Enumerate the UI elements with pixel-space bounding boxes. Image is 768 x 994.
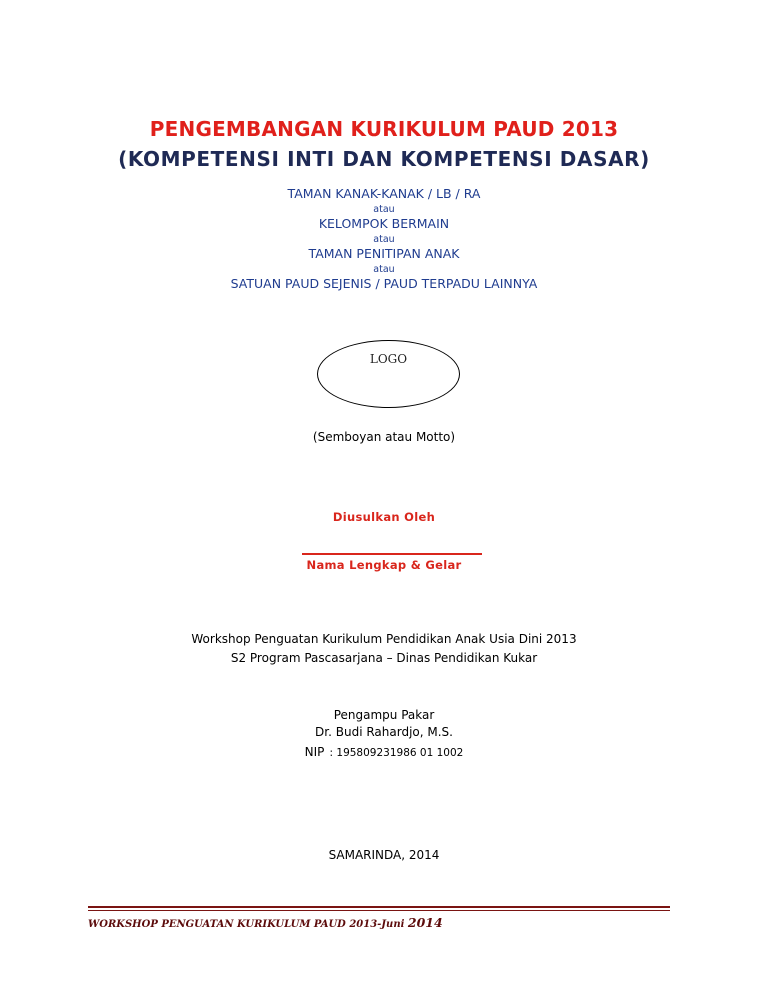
footer-text: WORKSHOP PENGUATAN KURIKULUM PAUD 2013-Juni	[88, 919, 408, 930]
atau-2: atau	[373, 234, 395, 245]
place-date: SAMARINDA, 2014	[328, 848, 440, 862]
expert-role: Pengampu Pakar	[333, 708, 435, 722]
footer-rule-thick	[88, 906, 670, 908]
workshop-line-1: Workshop Penguatan Kurikulum Pendidikan Anak Usia Dini 2013	[191, 632, 577, 646]
title-line-1: PENGEMBANGAN KURIKULUM PAUD 2013	[149, 117, 619, 141]
nip-value: : 195809231986 01 1002	[329, 747, 464, 759]
footer	[88, 915, 443, 930]
workshop-line-2: S2 Program Pascasarjana – Dinas Pendidikan Kukar	[230, 651, 538, 665]
institution-tk: TAMAN KANAK-KANAK / LB / RA	[287, 186, 481, 201]
atau-1: atau	[373, 204, 395, 215]
expert-name: Dr. Budi Rahardjo, M.S.	[315, 725, 453, 739]
name-placeholder: Nama Lengkap & Gelar	[306, 558, 462, 572]
expert-nip	[0, 741, 768, 760]
institution-sps: SATUAN PAUD SEJENIS / PAUD TERPADU LAINNYA	[230, 276, 538, 291]
footer-year: 2014	[407, 915, 443, 930]
motto: (Semboyan atau Motto)	[312, 430, 456, 444]
institution-tpa: TAMAN PENITIPAN ANAK	[308, 246, 460, 261]
title-line-2: (KOMPETENSI INTI DAN KOMPETENSI DASAR)	[118, 147, 650, 171]
footer-rule-thin	[88, 910, 670, 911]
atau-3: atau	[373, 264, 395, 275]
logo-label: LOGO	[369, 352, 408, 366]
logo-placeholder-oval	[317, 340, 460, 408]
signature-line	[302, 553, 482, 555]
nip-label: NIP	[304, 745, 325, 759]
institution-kb: KELOMPOK BERMAIN	[318, 216, 450, 231]
proposed-by: Diusulkan Oleh	[332, 510, 436, 524]
